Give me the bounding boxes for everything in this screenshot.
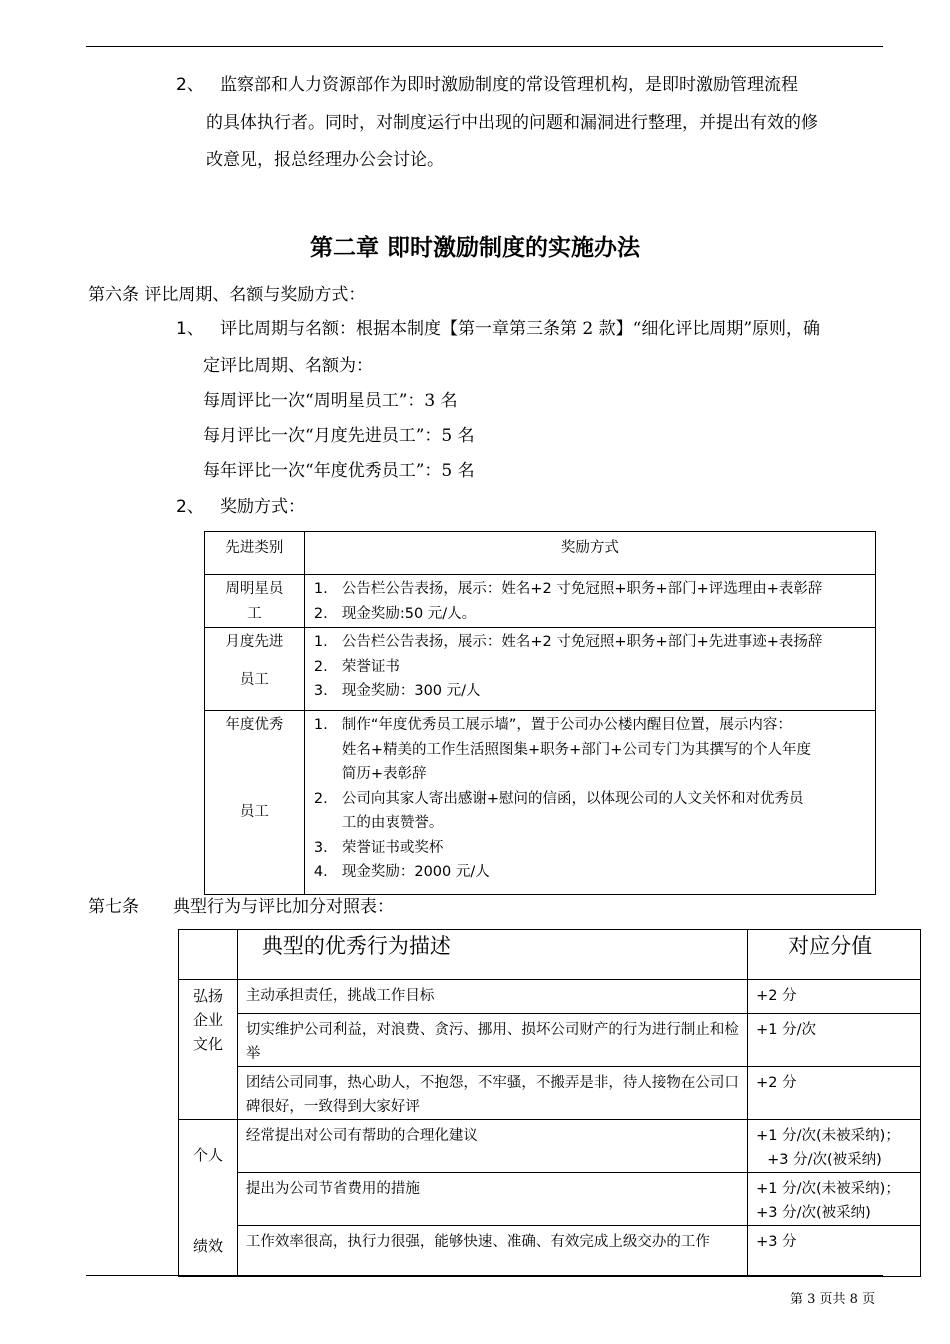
group-corporate-culture: 弘扬 企业 文化 xyxy=(179,980,238,1120)
intro-line-3: 改意见，报总经理办公会讨论。 xyxy=(206,150,444,170)
article-7-number: 第七条 xyxy=(88,897,139,917)
category-weekly xyxy=(205,575,305,628)
footer-rule xyxy=(86,1275,883,1276)
category-monthly-line2: 员工 xyxy=(239,672,269,688)
intro-line-1: 监察部和人力资源部作为即时激励制度的常设管理机构，是即时激励管理流程 xyxy=(220,75,798,95)
category-yearly xyxy=(205,711,305,895)
article-6-heading: 第六条 评比周期、名额与奖励方式： xyxy=(88,285,366,305)
chapter-title: 第二章 即时激励制度的实施办法 xyxy=(309,234,640,261)
list-item: 1. 制作“年度优秀员工展示墙”，置于公司办公楼内醒目位置，展示内容： 姓名+精美的工作生活照图集+职务+部门+公司专门为其撰写的个人年度 简历+表彰辞 xyxy=(313,717,811,782)
list-item: 3. 荣誉证书或奖杯 xyxy=(313,839,444,856)
table-row xyxy=(179,1173,921,1226)
behavior-description: 团结公司同事，热心助人，不抱怨，不牢骚，不搬弄是非，待人接物在公司口碑很好，一致得到大家好评 xyxy=(237,1067,747,1120)
method-yearly xyxy=(304,711,875,895)
article-6-item2-number: 2、 xyxy=(176,497,204,517)
score-table xyxy=(178,929,921,1277)
method-monthly xyxy=(304,628,875,711)
table-row xyxy=(179,1014,921,1067)
page-number: 第 3 页共 8 页 xyxy=(790,1292,876,1307)
monthly-quota: 每月评比一次“月度先进员工”：5 名 xyxy=(203,426,475,446)
list-item: 1. 公告栏公告表扬，展示：姓名+2 寸免冠照+职务+部门+先进事迹+表扬辞 xyxy=(313,634,823,650)
behavior-description: 主动承担责任，挑战工作目标 xyxy=(237,980,747,1014)
score-value: +1 分/次(未被采纳)； +3 分/次(被采纳) xyxy=(748,1120,921,1173)
list-item: 3. 现金奖励：300 元/人 xyxy=(313,683,481,699)
header-category: 先进类别 xyxy=(205,532,305,575)
article-7-text: 典型行为与评比加分对照表： xyxy=(173,897,394,917)
reward-table xyxy=(204,531,876,895)
reward-table-header xyxy=(205,532,876,575)
table-row xyxy=(179,1120,921,1173)
header-score: 对应分值 xyxy=(748,930,921,980)
header-blank-cell xyxy=(179,930,238,980)
category-weekly-line2: 工 xyxy=(247,606,262,622)
list-item: 1. 公告栏公告表扬，展示：姓名+2 寸免冠照+职务+部门+评选理由+表彰辞 xyxy=(313,581,823,597)
behavior-description: 提出为公司节省费用的措施 xyxy=(237,1173,747,1226)
category-yearly-line2: 员工 xyxy=(239,804,269,820)
method-weekly xyxy=(304,575,875,628)
article-6-item1-line2: 定评比周期、名额为： xyxy=(203,356,373,376)
score-value: +2 分 xyxy=(748,1067,921,1120)
list-item: 2. 现金奖励:50 元/人。 xyxy=(313,605,477,622)
list-item: 2. 公司向其家人寄出感谢+慰问的信函，以体现公司的人文关怀和对优秀员 工的由衷赞誉。 xyxy=(313,790,804,831)
category-monthly xyxy=(205,628,305,711)
reward-row-yearly xyxy=(205,711,876,895)
category-yearly-line1: 年度优秀 xyxy=(225,717,284,733)
group-personal-performance: 个人 绩效 xyxy=(179,1120,238,1277)
list-item: 4. 现金奖励：2000 元/人 xyxy=(313,864,490,880)
behavior-description: 工作效率很高，执行力很强，能够快速、准确、有效完成上级交办的工作 xyxy=(237,1226,747,1277)
article-6-item2-text: 奖励方式： xyxy=(220,497,305,517)
reward-row-weekly xyxy=(205,575,876,628)
article-6-item1-number: 1、 xyxy=(176,319,204,339)
table-row xyxy=(179,1067,921,1120)
weekly-quota: 每周评比一次“周明星员工”：3 名 xyxy=(203,391,458,411)
category-monthly-line1: 月度先进 xyxy=(225,634,284,650)
intro-line-2: 的具体执行者。同时，对制度运行中出现的问题和漏洞进行整理，并提出有效的修 xyxy=(206,113,818,133)
article-6-item1-line1: 评比周期与名额：根据本制度【第一章第三条第 2 款】“细化评比周期”原则，确 xyxy=(220,319,821,339)
score-value: +1 分/次 xyxy=(748,1014,921,1067)
header-method: 奖励方式 xyxy=(304,532,875,575)
behavior-description: 经常提出对公司有帮助的合理化建议 xyxy=(237,1120,747,1173)
behavior-description: 切实维护公司利益，对浪费、贪污、挪用、损坏公司财产的行为进行制止和检举 xyxy=(237,1014,747,1067)
table-row xyxy=(179,1226,921,1277)
table-row xyxy=(179,980,921,1014)
intro-number: 2、 xyxy=(176,75,204,95)
score-value: +2 分 xyxy=(748,980,921,1014)
header-rule xyxy=(86,46,883,47)
yearly-quota: 每年评比一次“年度优秀员工”：5 名 xyxy=(203,461,475,481)
list-item: 2. 荣誉证书 xyxy=(313,658,400,675)
score-value: +1 分/次(未被采纳)； +3 分/次(被采纳) xyxy=(748,1173,921,1226)
score-value: +3 分 xyxy=(748,1226,921,1277)
header-description: 典型的优秀行为描述 xyxy=(237,930,747,980)
category-weekly-line1: 周明星员 xyxy=(225,581,284,597)
reward-row-monthly xyxy=(205,628,876,711)
score-table-header xyxy=(179,930,921,980)
